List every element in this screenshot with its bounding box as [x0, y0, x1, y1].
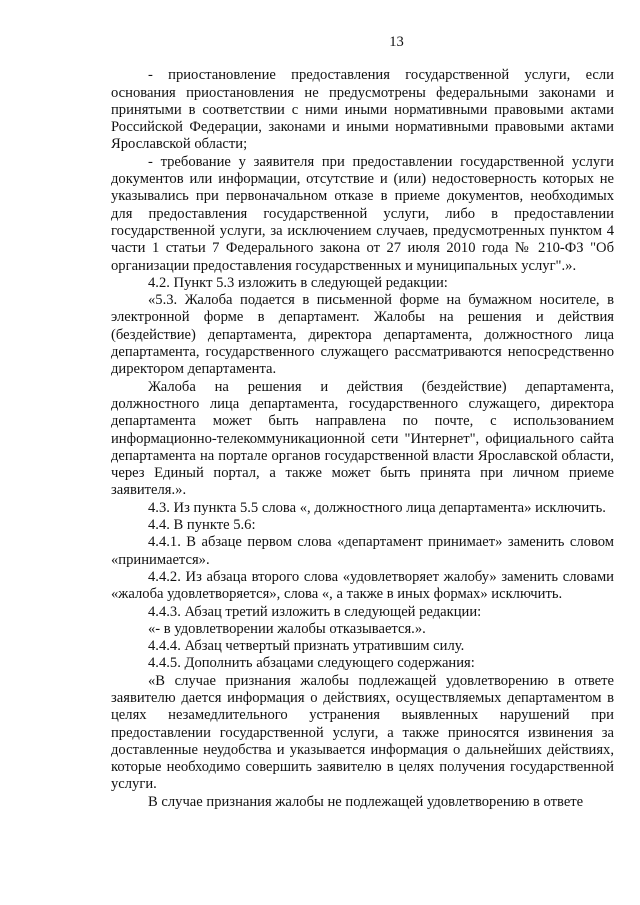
document-body — [111, 67, 614, 811]
paragraph: «5.3. Жалоба подается в письменной форме на бумажном носителе, в электронной форме в департамент. Жалобы на решения и действия (бездействие) департамента, директора департамента, должностного лица департамента, государственного служащего рассматриваются непосредственно директором департамента. — [111, 292, 614, 378]
paragraph: 4.3. Из пункта 5.5 слова «, должностного лица департамента» исключить. — [148, 499, 606, 516]
page-number: 13 — [389, 34, 404, 50]
paragraph: 4.4.4. Абзац четвертый признать утратившим силу. — [148, 638, 465, 655]
paragraph: В случае признания жалобы не подлежащей удовлетворению в ответе — [148, 793, 584, 810]
paragraph: «- в удовлетворении жалобы отказывается.». — [148, 620, 426, 637]
paragraph: Жалоба на решения и действия (бездействие) департамента, должностного лица департамента, государственного служащего, директора департамента может быть направлена по почте, с использованием информационно-телекоммуникационной сети "Интернет", официального сайта департамента на портале органов государственной власти Ярославской области, через Единый портал, а также может быть принята при личном приеме заявителя.». — [111, 378, 614, 499]
paragraph: 4.2. Пункт 5.3 изложить в следующей редакции: — [148, 274, 448, 291]
paragraph: - приостановление предоставления государственной услуги, если основания приостановления не предусмотрены федеральными законами и принятыми в соответствии с ними иными нормативными правовыми актами Российской Федерации, законами и иными нормативными правовыми актами Ярославской области; — [111, 67, 614, 153]
paragraph: 4.4.5. Дополнить абзацами следующего содержания: — [148, 655, 475, 672]
paragraph: - требование у заявителя при предоставлении государственной услуги документов или информации, отсутствие и (или) недостоверность которых не указывались при первоначальном отказе в приеме документов, необходимых для предоставления государственной услуги, либо в предоставлении государственной услуги, за исключением случаев, предусмотренных пунктом 4 части 1 статьи 7 Федерального закона от 27 июля 2010 года № 210-ФЗ "Об организации предоставления государственных и муниципальных услуг".». — [111, 153, 614, 274]
paragraph: 4.4.1. В абзаце первом слова «департамент принимает» заменить словом «принимается». — [111, 534, 614, 568]
paragraph: 4.4.3. Абзац третий изложить в следующей редакции: — [148, 603, 482, 620]
paragraph: 4.4.2. Из абзаца второго слова «удовлетворяет жалобу» заменить словами «жалоба удовлетворяется», слова «, а также в иных формах» исключить. — [111, 568, 614, 603]
paragraph: «В случае признания жалобы подлежащей удовлетворению в ответе заявителю дается информация о действиях, осуществляемых департаментом в целях незамедлительного устранения выявленных нарушений при предоставлении государственной услуги, а также приносятся извинения за доставленные неудобства и указывается информация о дальнейших действиях, которые необходимо совершить заявителю в целях получения государственной услуги. — [111, 672, 614, 793]
paragraph: 4.4. В пункте 5.6: — [148, 517, 256, 534]
